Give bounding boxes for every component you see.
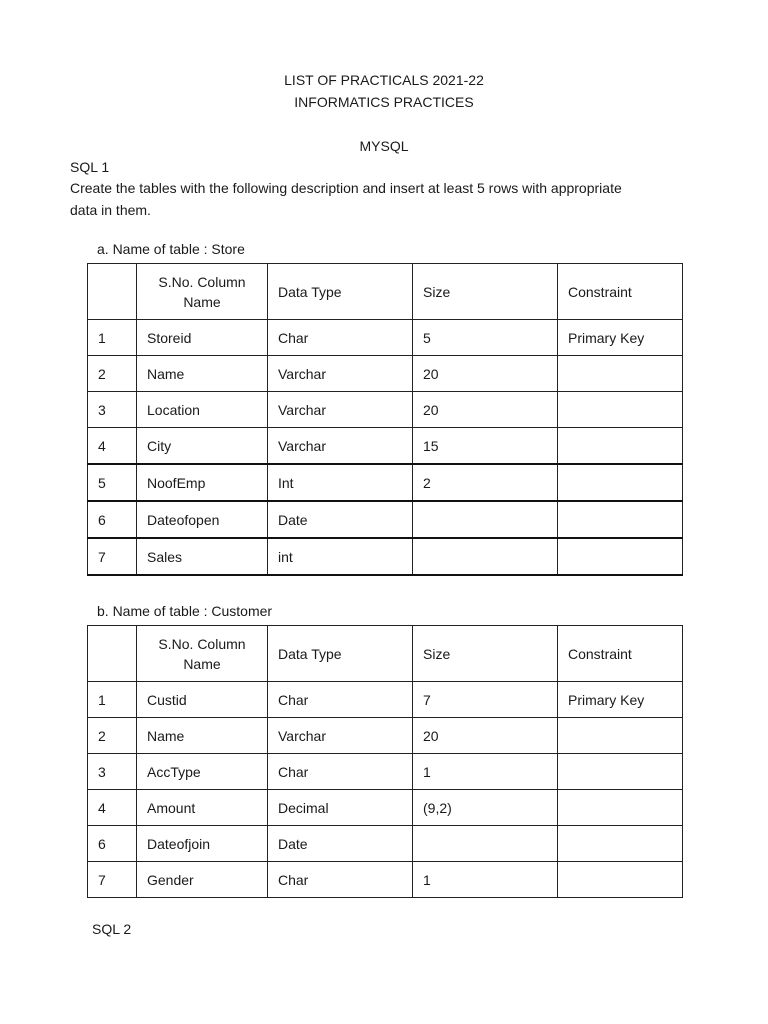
cell-constraint: [558, 790, 683, 826]
cell-size: 20: [413, 392, 558, 428]
cell-constraint: Primary Key: [558, 682, 683, 718]
cell-data-type: Char: [268, 754, 413, 790]
cell-size: [413, 538, 558, 575]
cell-column-name: Gender: [137, 862, 268, 898]
table-row: [88, 392, 683, 428]
cell-sno: 7: [88, 538, 137, 575]
cell-column-name: Custid: [137, 682, 268, 718]
cell-sno: 7: [88, 862, 137, 898]
cell-constraint: [558, 754, 683, 790]
cell-sno: 1: [88, 682, 137, 718]
header-column-name-line-1: S.No. Column: [158, 273, 246, 290]
cell-data-type: Decimal: [268, 790, 413, 826]
table-row: [88, 682, 683, 718]
cell-sno: 2: [88, 356, 137, 392]
cell-column-name: AccType: [137, 754, 268, 790]
header-constraint: Constraint: [558, 626, 683, 682]
cell-sno: 5: [88, 464, 137, 501]
cell-column-name: Location: [137, 392, 268, 428]
cell-column-name: Sales: [137, 538, 268, 575]
cell-constraint: [558, 718, 683, 754]
table-row: [88, 428, 683, 465]
cell-size: [413, 826, 558, 862]
table-row: [88, 790, 683, 826]
cell-column-name: Name: [137, 718, 268, 754]
cell-sno: 1: [88, 320, 137, 356]
cell-data-type: int: [268, 538, 413, 575]
table-row: [88, 538, 683, 575]
section-heading: MYSQL: [359, 138, 409, 154]
table-header-row: [88, 264, 683, 320]
cell-constraint: Primary Key: [558, 320, 683, 356]
table-row: [88, 826, 683, 862]
table-row: [88, 320, 683, 356]
cell-sno: 2: [88, 718, 137, 754]
header-size: Size: [413, 264, 558, 320]
table-row: [88, 356, 683, 392]
cell-constraint: [558, 862, 683, 898]
cell-column-name: NoofEmp: [137, 464, 268, 501]
cell-column-name: City: [137, 428, 268, 465]
cell-constraint: [558, 501, 683, 538]
cell-data-type: Varchar: [268, 428, 413, 465]
cell-column-name: Amount: [137, 790, 268, 826]
header-constraint: Constraint: [558, 264, 683, 320]
header-column-name: [137, 264, 268, 320]
cell-sno: 4: [88, 428, 137, 465]
cell-size: 15: [413, 428, 558, 465]
table-b-caption: b. Name of table : Customer: [97, 603, 273, 619]
sql1-description-line-1: Create the tables with the following description and insert at least 5 rows with appropriate: [70, 180, 622, 196]
cell-sno: 3: [88, 392, 137, 428]
cell-size: (9,2): [413, 790, 558, 826]
cell-size: 2: [413, 464, 558, 501]
cell-constraint: [558, 826, 683, 862]
cell-data-type: Int: [268, 464, 413, 501]
cell-data-type: Char: [268, 682, 413, 718]
cell-column-name: Dateofjoin: [137, 826, 268, 862]
cell-constraint: [558, 428, 683, 465]
cell-size: [413, 501, 558, 538]
cell-data-type: Date: [268, 501, 413, 538]
header-data-type: Data Type: [268, 264, 413, 320]
sql1-description-line-2: data in them.: [70, 202, 151, 218]
cell-size: 7: [413, 682, 558, 718]
cell-sno: 6: [88, 501, 137, 538]
cell-constraint: [558, 538, 683, 575]
document-title-line-2: INFORMATICS PRACTICES: [294, 94, 474, 110]
cell-column-name: Dateofopen: [137, 501, 268, 538]
cell-sno: 3: [88, 754, 137, 790]
header-column-name: [137, 626, 268, 682]
header-column-name-line-2: Name: [183, 293, 221, 310]
cell-data-type: Char: [268, 320, 413, 356]
cell-data-type: Varchar: [268, 392, 413, 428]
cell-column-name: Storeid: [137, 320, 268, 356]
cell-sno: 4: [88, 790, 137, 826]
header-size: Size: [413, 626, 558, 682]
table-row: [88, 501, 683, 538]
cell-constraint: [558, 464, 683, 501]
cell-data-type: Date: [268, 826, 413, 862]
cell-size: 20: [413, 356, 558, 392]
cell-sno: 6: [88, 826, 137, 862]
cell-size: 5: [413, 320, 558, 356]
header-sno: [88, 626, 137, 682]
table-row: [88, 754, 683, 790]
sql1-heading: SQL 1: [70, 159, 110, 175]
document-title-line-1: LIST OF PRACTICALS 2021-22: [284, 72, 484, 88]
header-column-name-line-2: Name: [183, 655, 221, 672]
table-row: [88, 718, 683, 754]
table-a-caption: a. Name of table : Store: [97, 241, 245, 257]
table-row: [88, 464, 683, 501]
cell-constraint: [558, 356, 683, 392]
table-header-row: [88, 626, 683, 682]
header-data-type: Data Type: [268, 626, 413, 682]
sql2-heading: SQL 2: [92, 921, 132, 937]
customer-table: [87, 625, 683, 898]
cell-size: 20: [413, 718, 558, 754]
cell-data-type: Varchar: [268, 356, 413, 392]
cell-data-type: Char: [268, 862, 413, 898]
table-row: [88, 862, 683, 898]
cell-size: 1: [413, 862, 558, 898]
cell-size: 1: [413, 754, 558, 790]
cell-data-type: Varchar: [268, 718, 413, 754]
store-table: [87, 263, 683, 576]
header-sno: [88, 264, 137, 320]
cell-column-name: Name: [137, 356, 268, 392]
header-column-name-line-1: S.No. Column: [158, 635, 246, 652]
cell-constraint: [558, 392, 683, 428]
